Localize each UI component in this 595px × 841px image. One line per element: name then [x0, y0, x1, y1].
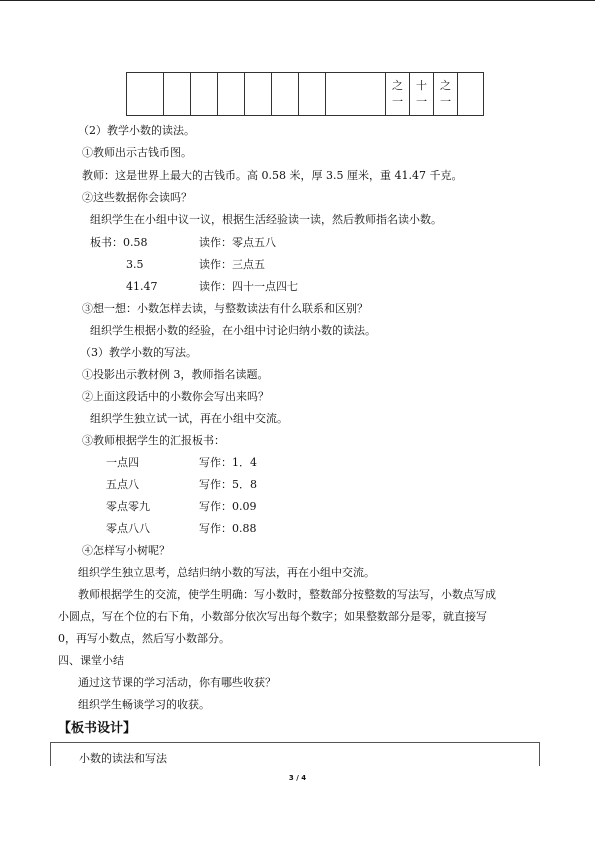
- writing-label: 零点零九: [106, 500, 150, 513]
- table-cell: [218, 73, 245, 116]
- paragraph-text: 组织学生独立试一试，再在小组中交流。: [90, 412, 288, 425]
- table-cell: [386, 73, 410, 116]
- table-cell: [191, 73, 218, 116]
- step-text: ①教师出示古钱币图。: [82, 146, 192, 159]
- section-title-summary: 四、课堂小结: [58, 654, 124, 667]
- table-cell: [326, 73, 386, 116]
- table-cell: [458, 73, 484, 116]
- paragraph-text: 组织学生根据小数的经验，在小组中讨论归纳小数的读法。: [90, 324, 376, 337]
- step-text: ③教师根据学生的汇报板书：: [82, 434, 225, 447]
- table-cell: [245, 73, 272, 116]
- teacher-statement: 教师：这是世界上最大的古钱币。高 0.58 米，厚 3.5 厘米，重 41.47 千克。: [82, 169, 463, 182]
- paragraph-text: 教师根据学生的交流，使学生明确：写小数时，整数部分按整数的写法写，小数点写成: [78, 588, 496, 601]
- writing-value: 写作：0.09: [199, 500, 257, 513]
- table-cell-text: 十一: [416, 79, 427, 108]
- board-design-content: 小数的读法和写法: [79, 752, 167, 765]
- writing-value: 写作：1．4: [199, 456, 257, 469]
- reading-label: 41.47: [126, 280, 158, 293]
- table-cell-text: 之一: [440, 79, 451, 108]
- board-design-heading: 【板书设计】: [58, 721, 137, 736]
- step-text: ④怎样写小树呢？: [82, 544, 170, 557]
- paragraph-text: 小圆点，写在个位的右下角，小数部分依次写出每个数字；如果整数部分是零，就直接写: [58, 610, 487, 623]
- step-text: ②上面这段话中的小数你会写出来吗？: [82, 390, 269, 403]
- paragraph-text: 通过这节课的学习活动，你有哪些收获？: [78, 676, 276, 689]
- paragraph-text: 组织学生独立思考，总结归纳小数的写法，再在小组中交流。: [78, 566, 375, 579]
- writing-value: 写作：5．8: [199, 478, 257, 491]
- writing-label: 五点八: [106, 478, 139, 491]
- table-cell: [434, 73, 458, 116]
- paragraph-text: 0，再写小数点，然后写小数部分。: [58, 632, 230, 645]
- table-cell: [410, 73, 434, 116]
- writing-label: 零点八八: [106, 522, 150, 535]
- writing-label: 一点四: [106, 456, 139, 469]
- reading-label: 板书：0.58: [90, 236, 148, 249]
- step-text: ①投影出示教材例 3，教师指名读题。: [82, 368, 269, 381]
- section-title-reading: （2）教学小数的读法。: [78, 124, 195, 137]
- step-text: ②这些数据你会读吗？: [82, 191, 192, 204]
- table-cell: [164, 73, 191, 116]
- table-cell: [272, 73, 299, 116]
- place-value-table: [126, 72, 484, 116]
- writing-value: 写作：0.88: [199, 522, 257, 535]
- step-text: ③想一想：小数怎样去读，与整数读法有什么联系和区别？: [82, 302, 368, 315]
- section-title-writing: （3）教学小数的写法。: [80, 346, 197, 359]
- table-cell: [299, 73, 326, 116]
- page-top-rule: [0, 0, 595, 1]
- reading-value: 读作：四十一点四七: [199, 280, 298, 293]
- reading-value: 读作：三点五: [199, 258, 265, 271]
- reading-value: 读作：零点五八: [199, 236, 276, 249]
- table-cell-text: 之一: [392, 79, 403, 108]
- paragraph-text: 组织学生畅谈学习的收获。: [78, 698, 210, 711]
- page-number: 3 / 4: [288, 774, 307, 782]
- paragraph-text: 组织学生在小组中议一议，根据生活经验读一读，然后教师指名读小数。: [90, 213, 442, 226]
- reading-label: 3.5: [126, 258, 144, 271]
- table-cell: [127, 73, 164, 116]
